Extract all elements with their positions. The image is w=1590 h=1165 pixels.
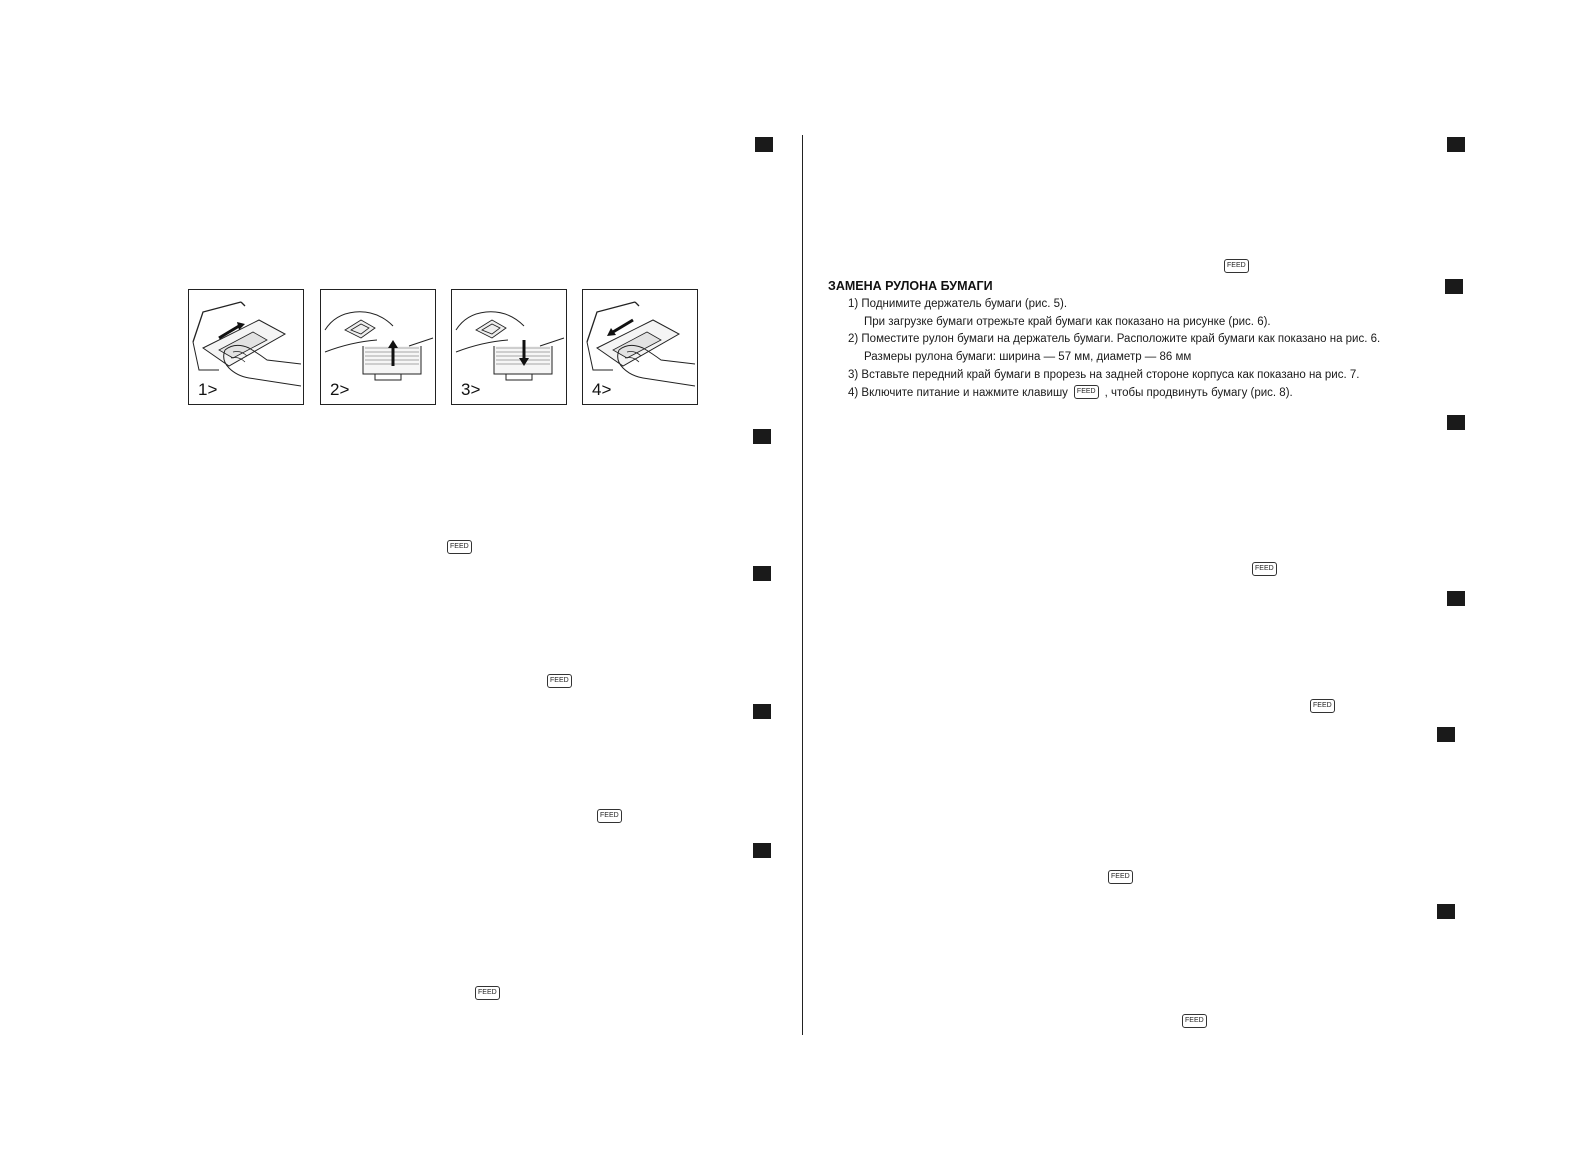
figure-step-1 bbox=[188, 289, 304, 405]
section-marker bbox=[1447, 591, 1465, 606]
figure-number: 1> bbox=[198, 380, 218, 399]
instruction-step-2-note: Размеры рулона бумаги: ширина — 57 мм, диаметр — 86 мм bbox=[864, 351, 1192, 363]
instruction-step-1: 1) Поднимите держатель бумаги (рис. 5). bbox=[848, 298, 1068, 310]
feed-key-icon: FEED bbox=[1310, 699, 1335, 713]
instruction-step-2: 2) Поместите рулон бумаги на держатель бумаги. Расположите край бумаги как показано на рис. 6. bbox=[848, 333, 1381, 345]
instruction-step-1-note: При загрузке бумаги отрежьте край бумаги как показано на рисунке (рис. 6). bbox=[864, 316, 1271, 328]
feed-key-icon: FEED bbox=[475, 986, 500, 1000]
section-marker bbox=[755, 137, 773, 152]
section-marker bbox=[1437, 727, 1455, 742]
section-marker bbox=[1447, 137, 1465, 152]
instruction-step-4 bbox=[848, 386, 1293, 400]
section-marker bbox=[1437, 904, 1455, 919]
instruction-step-3: 3) Вставьте передний край бумаги в прорезь на задней стороне корпуса как показано на рис. 7. bbox=[848, 369, 1360, 381]
section-marker bbox=[1447, 415, 1465, 430]
feed-key-icon: FEED bbox=[1074, 385, 1099, 399]
feed-key-icon: FEED bbox=[1182, 1014, 1207, 1028]
step-4-text-end: , чтобы продвинуть бумагу (рис. 8). bbox=[1104, 387, 1293, 400]
figure-step-3 bbox=[451, 289, 567, 405]
feed-key-icon: FEED bbox=[447, 540, 472, 554]
section-marker bbox=[753, 843, 771, 858]
feed-key-icon: FEED bbox=[547, 674, 572, 688]
figure-number: 4> bbox=[592, 380, 612, 399]
section-marker bbox=[1445, 279, 1463, 294]
feed-key-icon: FEED bbox=[597, 809, 622, 823]
section-marker bbox=[753, 704, 771, 719]
figure-step-2 bbox=[320, 289, 436, 405]
page-divider bbox=[802, 135, 803, 1035]
feed-key-icon: FEED bbox=[1252, 562, 1277, 576]
feed-key-icon: FEED bbox=[1108, 870, 1133, 884]
figure-number: 2> bbox=[330, 380, 350, 399]
feed-key-icon: FEED bbox=[1224, 259, 1249, 273]
section-marker bbox=[753, 429, 771, 444]
figure-number: 3> bbox=[461, 380, 481, 399]
figure-step-4 bbox=[582, 289, 698, 405]
section-heading: ЗАМЕНА РУЛОНА БУМАГИ bbox=[828, 279, 993, 293]
step-4-text-start: 4) Включите питание и нажмите клавишу bbox=[848, 387, 1068, 400]
section-marker bbox=[753, 566, 771, 581]
